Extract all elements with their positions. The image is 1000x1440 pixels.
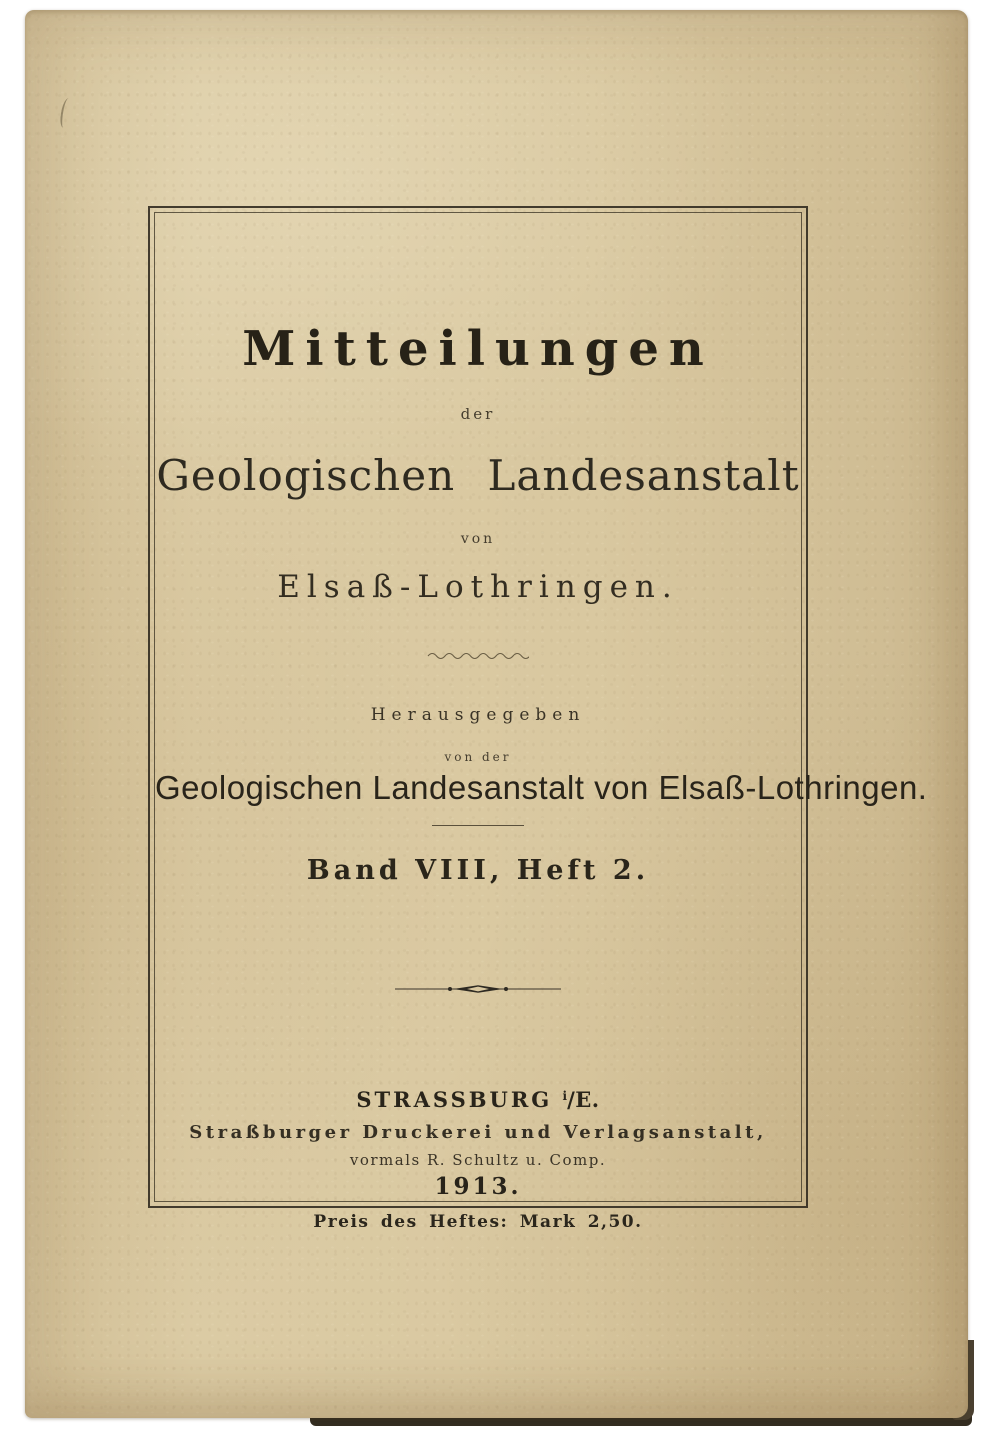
imprint-formerly: vormals R. Schultz u. Comp. bbox=[349, 1151, 607, 1169]
wavy-rule-ornament bbox=[155, 646, 801, 665]
thin-rule bbox=[432, 825, 524, 826]
price-line: Preis des Heftes: Mark 2,50. bbox=[313, 1212, 643, 1232]
imprint-city: STRASSBURG bbox=[356, 1087, 553, 1112]
institution-name: Geologischen Landesanstalt bbox=[156, 451, 800, 500]
journal-title: Mitteilungen bbox=[242, 321, 714, 377]
region-name: Elsaß-Lothringen. bbox=[277, 569, 679, 605]
border-frame-outer bbox=[148, 206, 928, 1208]
pencil-mark bbox=[59, 98, 73, 129]
imprint-year: 1913. bbox=[434, 1173, 522, 1200]
cover-paper bbox=[25, 10, 968, 1418]
border-frame-inner bbox=[154, 212, 928, 1202]
edited-by-label: Herausgegeben bbox=[370, 705, 586, 725]
imprint-printer: Straßburger Druckerei und Verlagsanstalt, bbox=[189, 1122, 767, 1143]
diamond-rule-ornament bbox=[155, 981, 801, 1000]
publisher-institution-line: Geologischen Landesanstalt von Elsaß-Lothringen. bbox=[155, 769, 928, 806]
connector-von: von bbox=[460, 531, 496, 547]
connector-von-der: von der bbox=[444, 750, 512, 764]
imprint-city-superscript: i bbox=[562, 1089, 568, 1103]
imprint-city-line bbox=[155, 1087, 801, 1112]
imprint-city-suffix: /E. bbox=[567, 1087, 600, 1112]
volume-issue-line: Band VIII, Heft 2. bbox=[306, 855, 650, 886]
connector-der: der bbox=[460, 405, 496, 423]
